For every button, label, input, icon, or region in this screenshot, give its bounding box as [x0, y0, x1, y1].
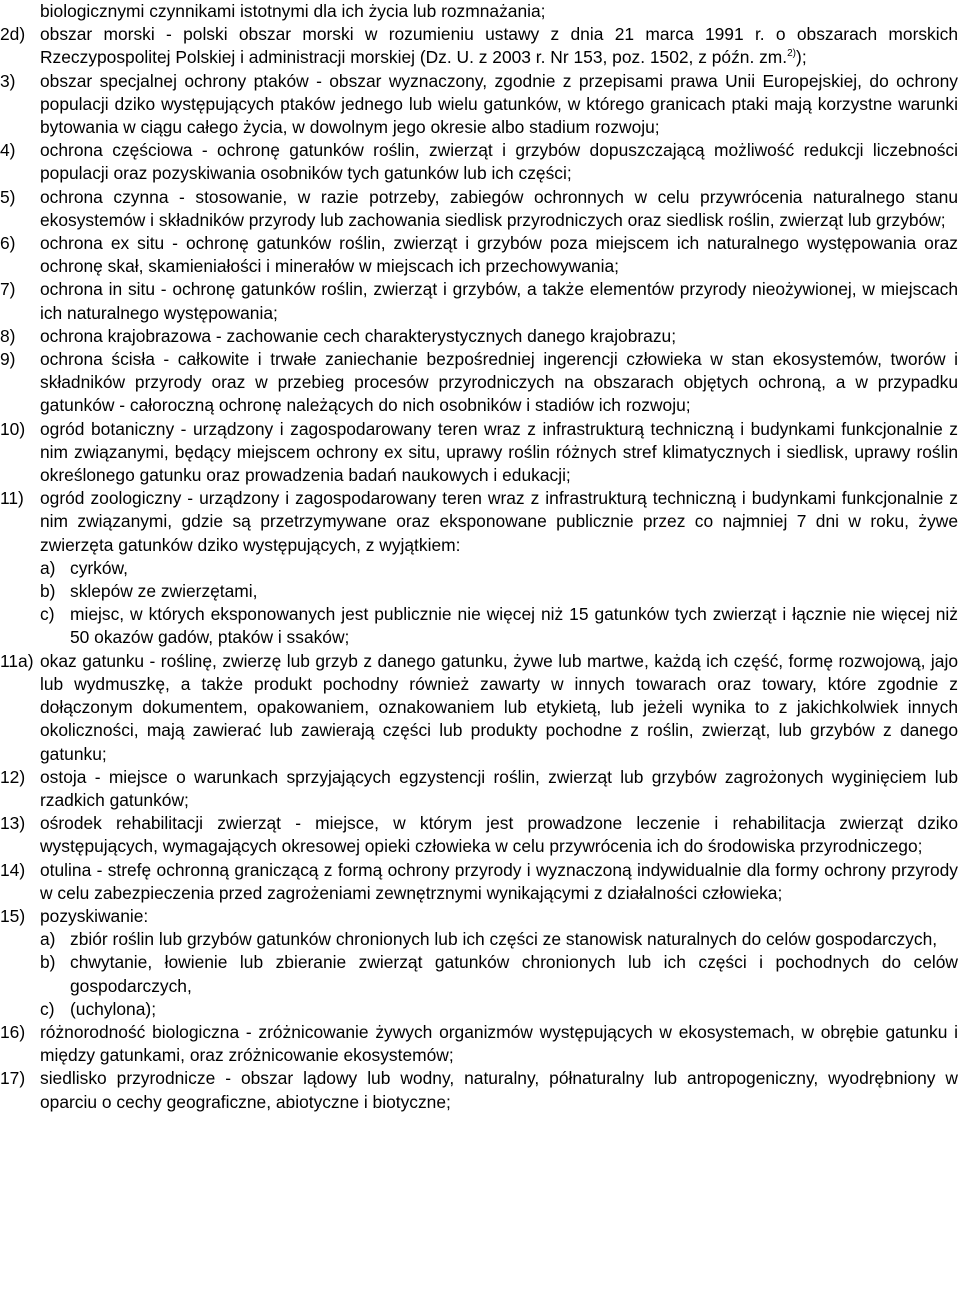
item-number: 12)	[0, 766, 26, 787]
sub-item	[40, 951, 958, 997]
definition-item	[0, 70, 958, 140]
sub-item-number: c)	[40, 604, 55, 625]
definition-item	[0, 905, 958, 1021]
item-text: ośrodek rehabilitacji zwierząt - miejsce, w którym jest prowadzone leczenie i rehabilitacja zwierząt dziko występujących, wymagających okresowej opieki człowieka w celu przywrócenia ich do środowiska przyrodniczego;	[40, 813, 958, 857]
sub-item-number: b)	[40, 581, 56, 602]
item-text: otulina - strefę ochronną graniczącą z formą ochrony przyrody i wyznaczoną indywidualnie dla formy ochrony przyrody w celu zabezpieczenia przed zagrożeniami zewnętrznymi wynikającymi z działalności człowieka;	[40, 859, 958, 903]
footnote-ref: 2)	[787, 48, 797, 60]
item-number: 8)	[0, 325, 16, 346]
sub-item-text: (uchylona);	[70, 998, 157, 1019]
definition-item	[0, 812, 958, 858]
sub-item	[40, 928, 958, 951]
definition-item	[0, 1021, 958, 1067]
sub-item	[40, 557, 958, 580]
sub-item	[40, 603, 958, 649]
item-text: ochrona czynna - stosowanie, w razie potrzeby, zabiegów ochronnych w celu przywrócenia naturalnego stanu ekosystemów i składników przyrody lub zachowania siedlisk przyrodniczych oraz siedlisk roślin, zwierząt lub grzybów;	[40, 186, 958, 230]
sub-item-text: zbiór roślin lub grzybów gatunków chronionych lub ich części ze stanowisk naturalnych do celów gospodarczych,	[70, 929, 938, 950]
sub-item	[40, 580, 958, 603]
item-number: 9)	[0, 349, 16, 370]
item-number: 11)	[0, 488, 24, 509]
item-number: 10)	[0, 418, 26, 439]
lead-paragraph	[0, 0, 958, 23]
item-number: 14)	[0, 859, 26, 880]
item-text: ogród botaniczny - urządzony i zagospodarowany teren wraz z infrastrukturą techniczną i budynkami funkcjonalnie z nim związanymi, będący miejscem ochrony ex situ, uprawy roślin różnych stref klimatycznych i siedlisk, uprawy roślin określonego gatunku oraz prowadzenia badań naukowych i edukacji;	[40, 418, 958, 486]
definition-item	[0, 650, 958, 766]
item-text: ochrona częściowa - ochronę gatunków roślin, zwierząt i grzybów dopuszczającą możliwość redukcji liczebności populacji oraz pozyskiwania osobników tych gatunków lub ich części;	[40, 140, 958, 184]
sub-item-number: a)	[40, 929, 56, 950]
definition-item	[0, 487, 958, 649]
definition-item	[0, 766, 958, 812]
lead-text: biologicznymi czynnikami istotnymi dla ich życia lub rozmnażania;	[40, 1, 546, 21]
item-text: obszar morski - polski obszar morski w rozumieniu ustawy z dnia 21 marca 1991 r. o obszarach morskich Rzeczypospolitej Polskiej i administracji morskiej (Dz. U. z 2003 r. Nr 153, poz. 1502, z późn. zm.	[40, 24, 958, 68]
item-text: ochrona krajobrazowa - zachowanie cech charakterystycznych danego krajobrazu;	[40, 325, 677, 346]
item-text: siedlisko przyrodnicze - obszar lądowy lub wodny, naturalny, półnaturalny lub antropogeniczny, wyodrębniony w oparciu o cechy geograficzne, abiotyczne i biotyczne;	[40, 1068, 958, 1112]
item-text: okaz gatunku - roślinę, zwierzę lub grzyb z danego gatunku, żywe lub martwe, każdą ich część, formę rozwojową, jajo lub wydmuszkę, a także produkt pochodny również zawarty w innych towarach oraz towary, które zgodnie z dołączonym dokumentem, opakowaniem, oznakowaniem lub etykietą, lub jeżeli wynika to z jakichkolwiek innych okoliczności, mają zawierać lub zawierają części lub produkty pochodne z roślin, zwierząt, lub grzybów z danego gatunku;	[40, 650, 958, 764]
item-number: 2d)	[0, 24, 26, 45]
item-number: 17)	[0, 1068, 26, 1089]
item-number: 7)	[0, 279, 16, 300]
item-number: 6)	[0, 233, 16, 254]
definition-item	[0, 1067, 958, 1113]
sub-item-number: c)	[40, 998, 55, 1019]
definition-item	[0, 325, 958, 348]
sub-item-number: a)	[40, 557, 56, 578]
definition-item	[0, 278, 958, 324]
definition-item	[0, 186, 958, 232]
item-text: ostoja - miejsce o warunkach sprzyjających egzystencji roślin, zwierząt lub grzybów zagrożonych wyginięciem lub rzadkich gatunków;	[40, 766, 958, 810]
definition-item	[0, 139, 958, 185]
item-text: różnorodność biologiczna - zróżnicowanie żywych organizmów występujących w ekosystemach, w obrębie gatunku i między gatunkami, oraz zróżnicowanie ekosystemów;	[40, 1021, 958, 1066]
item-number: 15)	[0, 905, 26, 926]
item-number: 5)	[0, 186, 16, 207]
item-text: ochrona in situ - ochronę gatunków roślin, zwierząt i grzybów, a także elementów przyrody nieożywionej, w miejscach ich naturalnego występowania;	[40, 279, 958, 323]
sub-item-number: b)	[40, 952, 56, 973]
definition-item	[0, 348, 958, 418]
item-text: pozyskiwanie:	[40, 905, 149, 926]
item-number: 13)	[0, 813, 26, 834]
sub-item	[40, 998, 958, 1021]
item-number: 3)	[0, 70, 16, 91]
item-text: ochrona ex situ - ochronę gatunków roślin, zwierząt i grzybów poza miejscem ich naturalnego występowania oraz ochronę skał, skamieniałości i minerałów w miejscach ich przechowywania;	[40, 233, 958, 277]
item-number: 4)	[0, 140, 16, 161]
sub-item-text: miejsc, w których eksponowanych jest publicznie nie więcej niż 15 gatunków tych zwierząt i łącznie nie więcej niż 50 okazów gadów, ptaków i ssaków;	[70, 604, 958, 648]
item-text: obszar specjalnej ochrony ptaków - obszar wyznaczony, zgodnie z przepisami prawa Unii Europejskiej, do ochrony populacji dziko występujących ptaków jednego lub wielu gatunków, w którego granicach ptaki mają korzystne warunki bytowania w ciągu całego życia, w dowolnym jego okresie albo stadium rozwoju;	[40, 70, 958, 138]
item-text: ogród zoologiczny - urządzony i zagospodarowany teren wraz z infrastrukturą techniczną i budynkami funkcjonalnie z nim związanymi, gdzie są przetrzymywane oraz eksponowane publicznie przez co najmniej 7 dni w roku, żywe zwierzęta gatunków dziko występujących, z wyjątkiem:	[40, 488, 958, 555]
item-number: 11a)	[0, 650, 34, 671]
definition-item	[0, 232, 958, 278]
definition-item	[0, 23, 958, 69]
item-text: ochrona ścisła - całkowite i trwałe zaniechanie bezpośredniej ingerencji człowieka w stan ekosystemów, tworów i składników przyrody oraz w przebieg procesów przyrodniczych na obszarach objętych ochroną, a w przypadku gatunków - całoroczną ochronę należących do nich osobników i stadiów ich rozwoju;	[40, 349, 958, 416]
sub-item-text: chwytanie, łowienie lub zbieranie zwierząt gatunków chronionych lub ich części i pochodnych do celów gospodarczych,	[70, 952, 958, 996]
definition-item	[0, 859, 958, 905]
item-text-tail: );	[796, 47, 807, 68]
sub-item-text: sklepów ze zwierzętami,	[70, 581, 258, 602]
definition-item	[0, 418, 958, 488]
item-number: 16)	[0, 1021, 26, 1042]
sub-item-text: cyrków,	[70, 557, 128, 578]
